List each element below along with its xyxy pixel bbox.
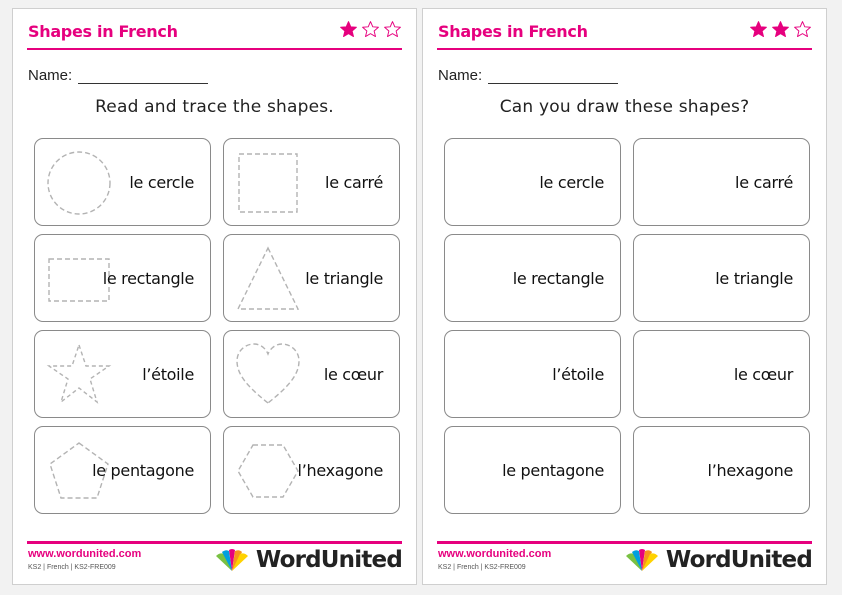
- star-filled-icon: [771, 20, 790, 39]
- shape-label: le cercle: [129, 172, 194, 192]
- shape-card: [223, 234, 400, 322]
- shape-label: le pentagone: [92, 460, 194, 480]
- brand-logo: [214, 547, 402, 573]
- shape-card: [34, 234, 211, 322]
- shape-card: [223, 138, 400, 226]
- shape-label: le cœur: [323, 364, 383, 384]
- worksheet-trace: [12, 8, 417, 585]
- shape-label: le triangle: [305, 268, 383, 288]
- shape-label: l’étoile: [552, 364, 604, 384]
- star-trace-icon: [45, 341, 113, 409]
- star-filled-icon: [339, 20, 358, 39]
- name-line[interactable]: [78, 69, 208, 84]
- shape-label: le rectangle: [512, 268, 604, 288]
- hexagon-trace-icon: [234, 437, 302, 505]
- shape-label: le carré: [325, 172, 383, 192]
- name-field: [438, 67, 618, 84]
- footer-url: www.wordunited.com: [28, 548, 142, 560]
- shape-label: le cœur: [733, 364, 793, 384]
- brand-logo: [624, 547, 812, 573]
- worksheet-draw: [422, 8, 827, 585]
- brand-name: WordUnited: [255, 547, 402, 573]
- drawing-card[interactable]: [633, 330, 810, 418]
- drawing-card[interactable]: [444, 234, 621, 322]
- footer-divider: [437, 541, 812, 544]
- shape-label: le pentagone: [502, 460, 604, 480]
- shape-label: l’hexagone: [707, 460, 793, 480]
- footer-code: KS2 | French | KS2-FRE009: [438, 564, 526, 571]
- drawing-card[interactable]: [633, 426, 810, 514]
- shape-card: [34, 138, 211, 226]
- drawing-card[interactable]: [444, 426, 621, 514]
- shape-card: [34, 426, 211, 514]
- shape-label: l’étoile: [142, 364, 194, 384]
- name-field: [28, 67, 208, 84]
- fan-logo-icon: [624, 548, 660, 572]
- drawing-card[interactable]: [444, 330, 621, 418]
- footer-code: KS2 | French | KS2-FRE009: [28, 564, 116, 571]
- difficulty-stars: [339, 20, 402, 39]
- name-line[interactable]: [488, 69, 618, 84]
- shape-label: le rectangle: [102, 268, 194, 288]
- shape-label: le cercle: [539, 172, 604, 192]
- header-divider: [27, 48, 402, 50]
- star-filled-icon: [749, 20, 768, 39]
- star-outline-icon: [383, 20, 402, 39]
- circle-trace-icon: [45, 149, 113, 217]
- header-divider: [437, 48, 812, 50]
- name-label: Name:: [28, 67, 73, 84]
- shape-label: le carré: [735, 172, 793, 192]
- star-outline-icon: [361, 20, 380, 39]
- shape-card: [223, 426, 400, 514]
- square-trace-icon: [234, 149, 302, 217]
- name-label: Name:: [438, 67, 483, 84]
- footer-url: www.wordunited.com: [438, 548, 552, 560]
- star-outline-icon: [793, 20, 812, 39]
- fan-logo-icon: [214, 548, 250, 572]
- shape-card: [223, 330, 400, 418]
- drawing-card[interactable]: [633, 138, 810, 226]
- drawing-card[interactable]: [444, 138, 621, 226]
- drawing-card[interactable]: [633, 234, 810, 322]
- shape-label: le triangle: [715, 268, 793, 288]
- shape-label: l’hexagone: [297, 460, 383, 480]
- instruction-text: Read and trace the shapes.: [95, 97, 334, 117]
- footer-divider: [27, 541, 402, 544]
- instruction-text: Can you draw these shapes?: [499, 97, 750, 117]
- triangle-trace-icon: [234, 245, 302, 313]
- shape-card: [34, 330, 211, 418]
- sheet-title: Shapes in French: [28, 22, 178, 41]
- heart-trace-icon: [234, 341, 302, 409]
- brand-name: WordUnited: [665, 547, 812, 573]
- sheet-title: Shapes in French: [438, 22, 588, 41]
- difficulty-stars: [749, 20, 812, 39]
